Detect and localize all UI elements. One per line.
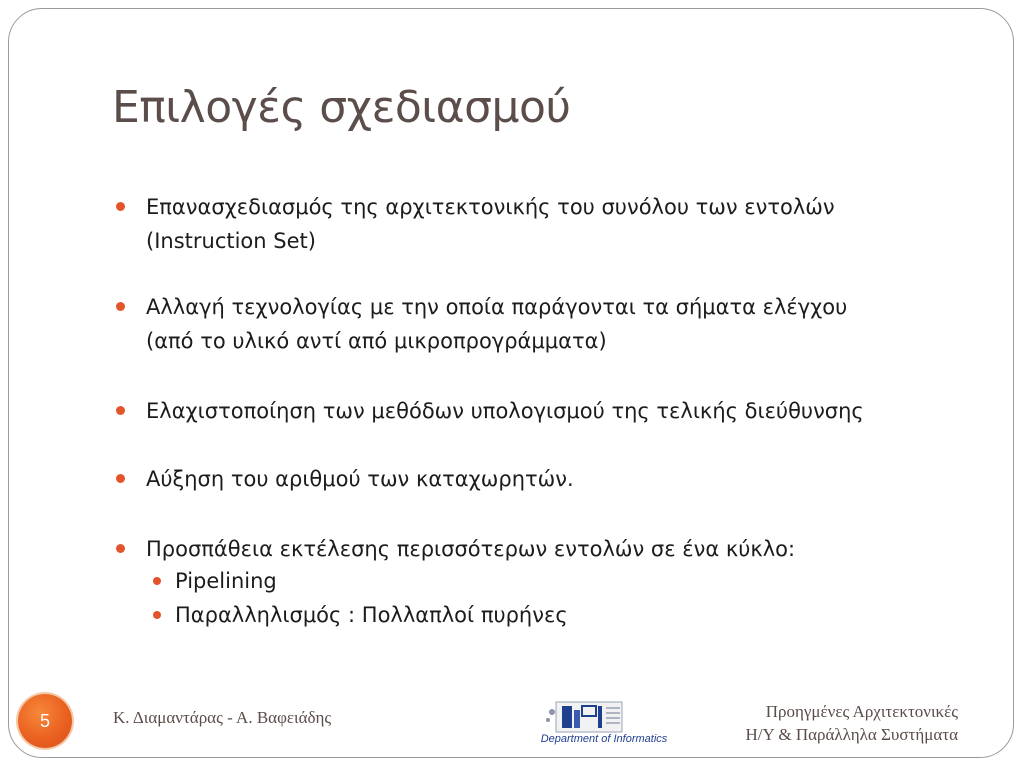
- bullet-text-continued: (από το υλικό αντί από μικροπρογράμματα): [146, 329, 607, 353]
- bullet-text: Αύξηση του αριθμού των καταχωρητών.: [146, 467, 574, 491]
- slide-title: Επιλογές σχεδιασμού: [112, 82, 571, 133]
- bullet-dot-icon: [116, 544, 125, 553]
- footer-authors: Κ. Διαμαντάρας - Α. Βαφειάδης: [113, 708, 332, 727]
- sub-bullet-item: [175, 564, 277, 598]
- sub-bullet-item: [175, 598, 568, 632]
- logo-caption: Department of Informatics: [540, 733, 668, 745]
- footer-course: [745, 700, 958, 746]
- course-title-line2: Η/Υ & Παράλληλα Συστήματα: [745, 725, 958, 744]
- sub-bullet-dot-icon: [153, 577, 161, 585]
- bullet-item: [146, 532, 795, 566]
- bullet-item: [146, 290, 847, 358]
- bullet-text-continued: (Instruction Set): [146, 229, 316, 253]
- bullet-dot-icon: [116, 202, 125, 211]
- bullet-item: [146, 190, 835, 258]
- bullet-item: [146, 394, 864, 428]
- bullet-dot-icon: [116, 474, 125, 483]
- bullet-text: Αλλαγή τεχνολογίας με την οποία παράγονται τα σήματα ελέγχου: [146, 295, 848, 319]
- department-logo-icon: [528, 698, 680, 746]
- page-number-badge: [18, 694, 72, 748]
- sub-bullet-text: Pipelining: [175, 569, 277, 593]
- department-logo-graphic: [528, 698, 680, 746]
- page-number: 5: [39, 710, 50, 731]
- bullet-dot-icon: [116, 406, 125, 415]
- bullet-dot-icon: [116, 302, 125, 311]
- bullet-text: Ελαχιστοποίηση των μεθόδων υπολογισμού της τελικής διεύθυνσης: [146, 399, 864, 423]
- course-title-line1: Προηγμένες Αρχιτεκτονικές: [765, 702, 958, 721]
- sub-bullet-text: Παραλληλισμός : Πολλαπλοί πυρήνες: [175, 603, 568, 627]
- bullet-text: Προσπάθεια εκτέλεσης περισσότερων εντολών σε ένα κύκλο:: [146, 537, 796, 561]
- bullet-item: [146, 462, 574, 496]
- bullet-text: Επανασχεδιασμός της αρχιτεκτονικής του συνόλου των εντολών: [146, 195, 835, 219]
- sub-bullet-dot-icon: [153, 611, 161, 619]
